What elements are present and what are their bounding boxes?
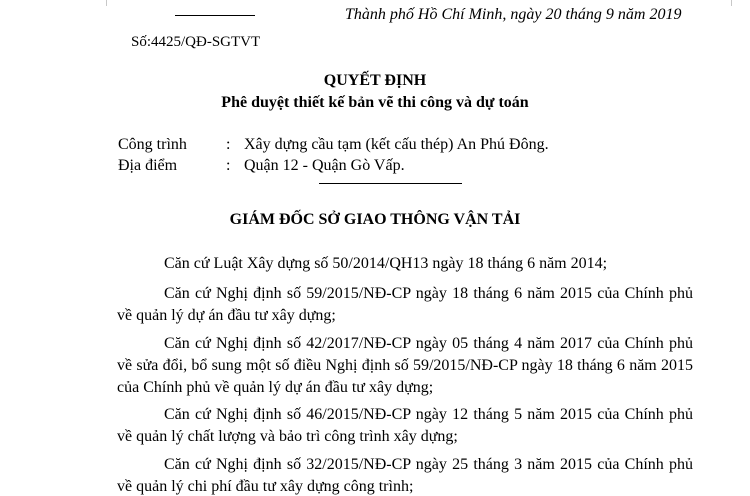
- header-rule: [175, 15, 255, 16]
- legal-basis-1: Căn cứ Luật Xây dựng số 50/2014/QH13 ngày 18 tháng 6 năm 2014;: [164, 255, 608, 272]
- legal-basis-5: Căn cứ Nghị định số 32/2015/NĐ-CP ngày 25 tháng 3 năm 2015 của Chính phủ về quản lý chi phí đầu tư xây dựng công trình;: [117, 456, 693, 495]
- legal-basis-2: Căn cứ Nghị định số 59/2015/NĐ-CP ngày 18 tháng 6 năm 2015 của Chính phủ về quản lý dự án đầu tư xây dựng;: [117, 285, 693, 324]
- location-colon: :: [226, 157, 231, 174]
- work-label: Công trình: [118, 136, 187, 153]
- location-value: Quận 12 - Quận Gò Vấp.: [244, 157, 405, 174]
- decision-subtitle: Phê duyệt thiết kế bản vẽ thi công và dự toán: [221, 94, 529, 111]
- date-line: Thành phố Hồ Chí Minh, ngày 20 tháng 9 năm 2019: [345, 6, 682, 23]
- issuer-heading: GIÁM ĐỐC SỞ GIAO THÔNG VẬN TẢI: [229, 211, 521, 228]
- legal-basis-3: Căn cứ Nghị định số 42/2017/NĐ-CP ngày 05 tháng 4 năm 2017 của Chính phủ về sửa đổi, bổ sung một số điều Nghị định số 59/2015/NĐ-CP ngày 18 tháng 6 năm 2015 của Chính phủ về quản lý dự án đầu tư xây dựng;: [117, 335, 693, 396]
- work-value: Xây dựng cầu tạm (kết cấu thép) An Phú Đông.: [244, 136, 549, 153]
- document-number: Số:4425/QĐ-SGTVT: [131, 34, 261, 50]
- page-corner-mark-left: [106, 0, 107, 6]
- section-rule: [319, 183, 462, 184]
- decision-title: QUYẾT ĐỊNH: [323, 72, 427, 89]
- page-corner-mark-right: [731, 0, 732, 6]
- location-label: Địa điểm: [118, 157, 178, 174]
- work-colon: :: [226, 136, 231, 153]
- legal-basis-4: Căn cứ Nghị định số 46/2015/NĐ-CP ngày 12 tháng 5 năm 2015 của Chính phủ về quản lý chất lượng và bảo trì công trình xây dựng;: [117, 406, 693, 445]
